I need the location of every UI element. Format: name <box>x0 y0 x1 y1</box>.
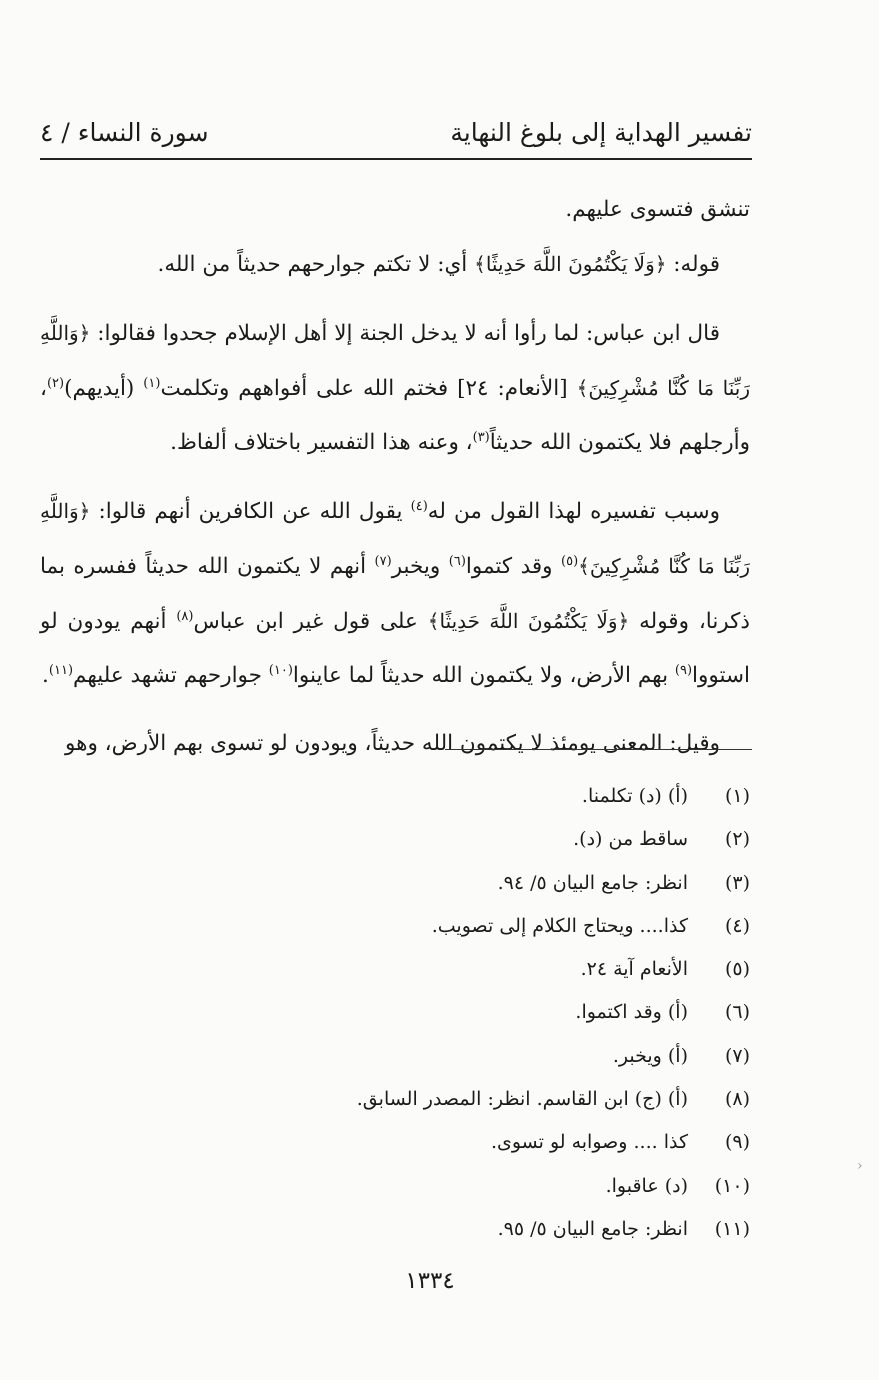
footnote-item <box>300 818 750 861</box>
footnote-ref[interactable]: (٩) <box>674 662 693 678</box>
footnote-ref[interactable]: (٧) <box>374 553 392 569</box>
quran-verse: ﴿وَلَا يَكْتُمُونَ اللَّهَ حَدِيثًا﴾ <box>427 609 630 633</box>
footnote-item <box>300 991 750 1034</box>
footnote-item <box>300 948 750 991</box>
footnote-item <box>300 1165 750 1208</box>
main-text <box>40 183 750 771</box>
footnote-text: (أ) (د) تكلمنا. <box>581 785 688 807</box>
footnote-item <box>300 905 750 948</box>
footnote-number: (١٠) <box>714 1174 750 1197</box>
footnote-ref[interactable]: (٥) <box>561 553 579 569</box>
footnote-divider <box>445 749 752 750</box>
footnote-number: (١) <box>724 785 750 807</box>
footnote-text: كذا.... ويحتاج الكلام إلى تصويب. <box>431 914 688 937</box>
page-number: ١٣٣٤ <box>405 1268 455 1294</box>
running-header <box>40 110 752 160</box>
footnote-number: (٨) <box>724 1088 750 1111</box>
footnote-item <box>300 1208 750 1251</box>
footnote-number: (٢) <box>724 828 750 851</box>
footnote-number: (٣) <box>724 871 750 894</box>
footnote-number: (٥) <box>724 958 750 981</box>
quran-verse: ﴿وَاللَّهِ رَبِّنَا مَا كُنَّا مُشْرِكِينَ﴾ <box>40 321 750 400</box>
footnote-ref[interactable]: (١) <box>143 375 161 391</box>
footnote-text: كذا .... وصوابه لو تسوى. <box>490 1131 688 1154</box>
paragraph-5: وقيل: المعنى يومئذ لا يكتمون الله حديثاً، ويودون لو تسوى بهم الأرض، وهو <box>65 731 720 756</box>
footnote-ref[interactable]: (٢) <box>46 375 65 391</box>
footnote-item <box>300 1035 750 1078</box>
footnote-text: الأنعام آية ٢٤. <box>580 958 688 981</box>
footnote-text: (أ) ويخبر. <box>612 1044 688 1067</box>
footnote-text: (أ) وقد اكتموا. <box>575 1001 688 1024</box>
footnote-number: (٧) <box>724 1044 750 1067</box>
footnote-number: (٩) <box>724 1131 750 1154</box>
footnote-text: (د) عاقبوا. <box>605 1174 688 1197</box>
footnote-number: (٤) <box>724 914 750 937</box>
book-title: تفسير الهداية إلى بلوغ النهاية <box>450 118 752 147</box>
margin-mark: › <box>857 1158 863 1174</box>
footnote-ref[interactable]: (٨) <box>176 608 194 624</box>
quran-verse: ﴿وَاللَّهِ رَبِّنَا مَا كُنَّا مُشْرِكِينَ﴾ <box>40 499 750 578</box>
footnote-number: (١١) <box>714 1217 750 1240</box>
footnote-ref[interactable]: (٣) <box>472 429 490 445</box>
footnote-text: انظر: جامع البيان ٥/ ٩٥. <box>497 1217 688 1240</box>
footnote-text: (أ) (ج) ابن القاسم. انظر: المصدر السابق. <box>356 1088 688 1111</box>
footnote-item <box>300 775 750 818</box>
paragraph-2: قوله: ﴿وَلَا يَكْتُمُونَ اللَّهَ حَدِيثًا﴾ أي: لا تكتم جوارحهم حديثاً من الله. <box>157 252 720 277</box>
quran-verse: ﴿وَلَا يَكْتُمُونَ اللَّهَ حَدِيثًا﴾ <box>474 252 667 276</box>
footnote-text: انظر: جامع البيان ٥/ ٩٤. <box>497 871 688 894</box>
footnote-ref[interactable]: (١٠) <box>268 662 293 678</box>
footnote-item <box>300 1121 750 1164</box>
footnote-number: (٦) <box>724 1001 750 1024</box>
footnote-ref[interactable]: (٤) <box>410 498 428 514</box>
footnote-ref[interactable]: (١١) <box>48 662 74 678</box>
chapter-label: سورة النساء / ٤ <box>40 118 209 147</box>
footnote-item <box>300 1078 750 1121</box>
footnote-item <box>300 862 750 905</box>
footnotes-list <box>300 775 750 1251</box>
paragraph-3: قال ابن عباس: لما رأوا أنه لا يدخل الجنة إلا أهل الإسلام جحدوا فقالوا: ﴿وَاللَّهِ رَبِّنَا مَا كُنَّا مُشْرِكِينَ﴾ [الأنعام: ٢٤] فختم الله على أفواههم وتكلمت$^{(١)}$ (أيديهم)$^{(٢)}$، وأرجلهم فلا يكتمون الله حديثاً$^{(٣)}$، وعنه هذا التفسير باختلاف ألفاظ. <box>40 321 750 455</box>
paragraph-4: وسبب تفسيره لهذا القول من له$^{(٤)}$ يقول الله عن الكافرين أنهم قالوا: ﴿وَاللَّهِ رَبِّنَا مَا كُنَّا مُشْرِكِينَ﴾$^{(٥)}$ وقد كتموا$^{(٦)}$ ويخبر$^{(٧)}$ أنهم لا يكتمون الله حديثاً ففسره بما ذكرنا، وقوله ﴿وَلَا يَكْتُمُونَ اللَّهَ حَدِيثًا﴾ على قول غير ابن عباس$^{(٨)}$ أنهم يودون لو استووا$^{(٩)}$ بهم الأرض، ولا يكتمون الله حديثاً لما عاينوا$^{(١٠)}$ جوارحهم تشهد عليهم$^{(١١)}$. <box>40 498 750 688</box>
paragraph-1: تنشق فتسوى عليهم. <box>565 197 750 222</box>
footnote-ref[interactable]: (٦) <box>448 553 466 569</box>
footnote-text: ساقط من (د). <box>573 828 688 851</box>
